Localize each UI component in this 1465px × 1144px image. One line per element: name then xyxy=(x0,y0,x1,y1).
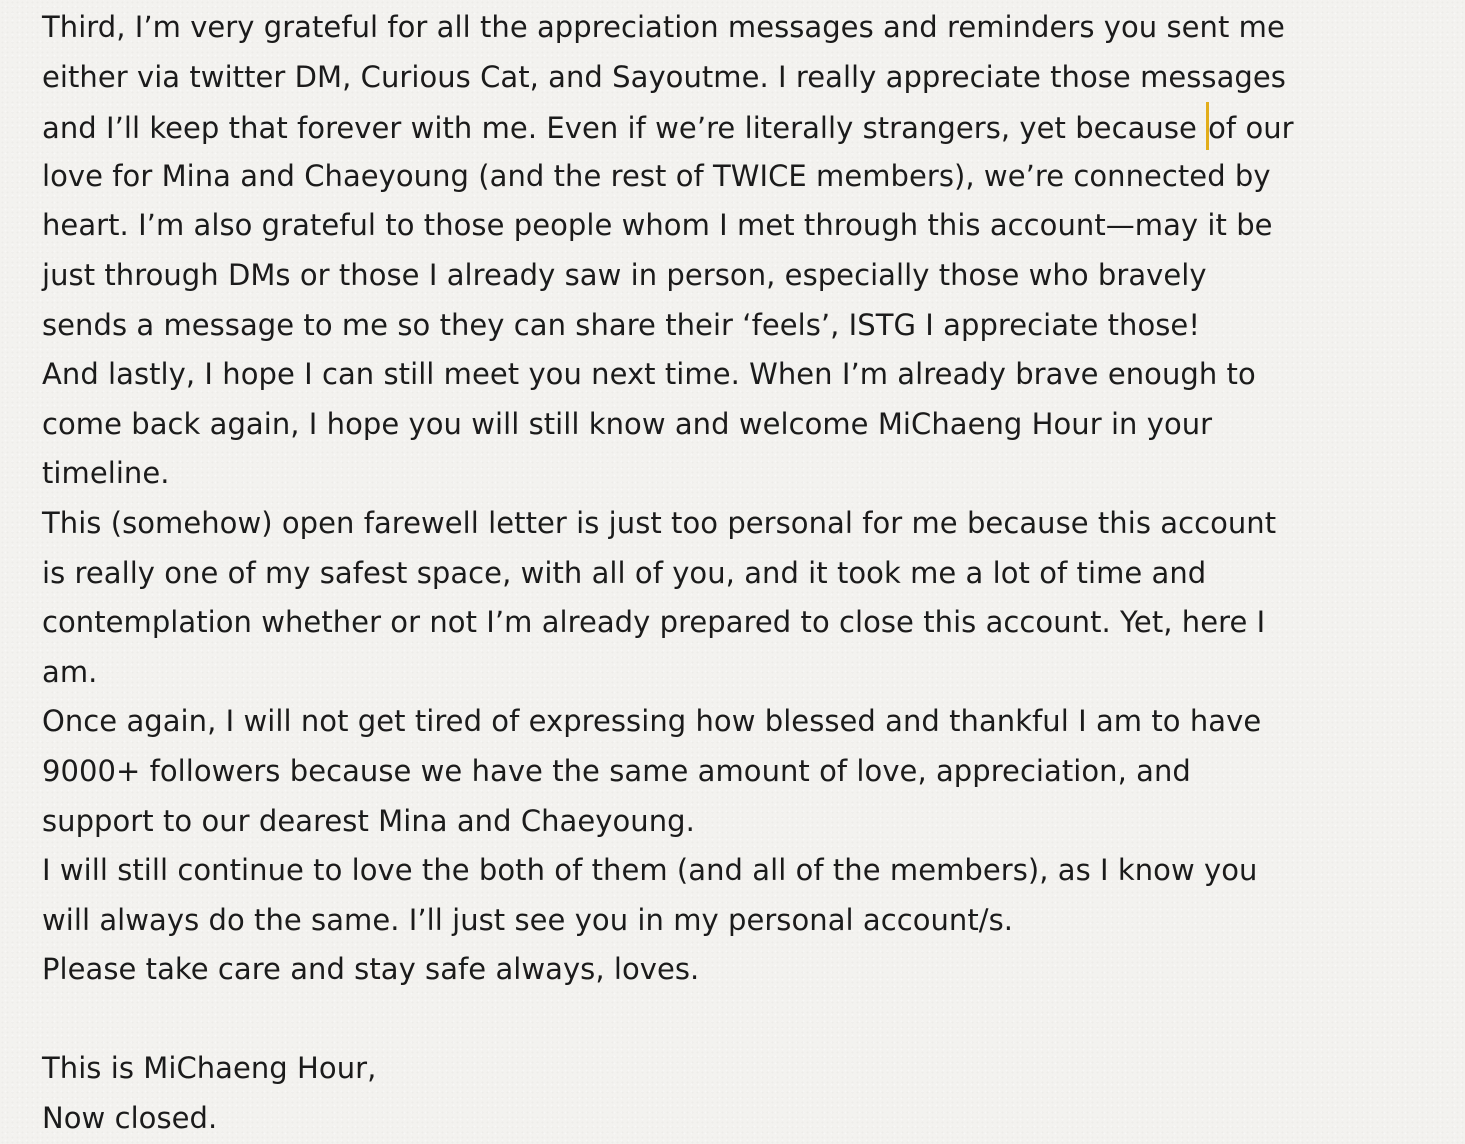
note-line-7: sends a message to me so they can share their ‘feels’, ISTG I appreciate those! xyxy=(42,307,1201,342)
note-line-18: I will still continue to love the both of them (and all of the members), as I know you xyxy=(42,853,1258,888)
note-line-14: am. xyxy=(42,654,98,689)
note-line-13: contemplation whether or not I’m already prepared to close this account. Yet, here I xyxy=(42,605,1266,640)
note-line-12: is really one of my safest space, with all of you, and it took me a lot of time and xyxy=(42,555,1207,590)
note-line-3-head: and I’ll keep that forever with me. Even if we’re literally strangers, yet because xyxy=(42,111,1207,146)
note-line-10: timeline. xyxy=(42,456,170,491)
note-line-3-tail: of our xyxy=(1208,111,1294,146)
note-line-signature: This is MiChaeng Hour, xyxy=(42,1051,377,1086)
note-blank-line xyxy=(42,995,1442,1045)
note-text-area[interactable] xyxy=(42,3,1442,1144)
note-line-8: And lastly, I hope I can still meet you next time. When I’m already brave enough to xyxy=(42,357,1256,392)
note-line-11: This (somehow) open farewell letter is just too personal for me because this account xyxy=(42,505,1277,540)
note-line-4: love for Mina and Chaeyoung (and the rest of TWICE members), we’re connected by xyxy=(42,158,1271,193)
note-line-17: support to our dearest Mina and Chaeyoung. xyxy=(42,803,695,838)
note-line-15: Once again, I will not get tired of expressing how blessed and thankful I am to have xyxy=(42,704,1262,739)
note-line-9: come back again, I hope you will still know and welcome MiChaeng Hour in your xyxy=(42,406,1213,441)
note-line-5: heart. I’m also grateful to those people whom I met through this account—may it be xyxy=(42,208,1273,243)
note-line-2: either via twitter DM, Curious Cat, and Sayoutme. I really appreciate those messages xyxy=(42,59,1286,94)
note-line-16: 9000+ followers because we have the same amount of love, appreciation, and xyxy=(42,753,1191,788)
note-line-6: just through DMs or those I already saw in person, especially those who bravely xyxy=(42,257,1207,292)
note-line-closing: Now closed. xyxy=(42,1101,218,1136)
note-line-19: will always do the same. I’ll just see you in my personal account/s. xyxy=(42,902,1014,937)
note-line-3 xyxy=(42,102,1442,152)
note-line-20: Please take care and stay safe always, loves. xyxy=(42,952,700,987)
note-line-1: Third, I’m very grateful for all the appreciation messages and reminders you sent me xyxy=(42,10,1285,44)
